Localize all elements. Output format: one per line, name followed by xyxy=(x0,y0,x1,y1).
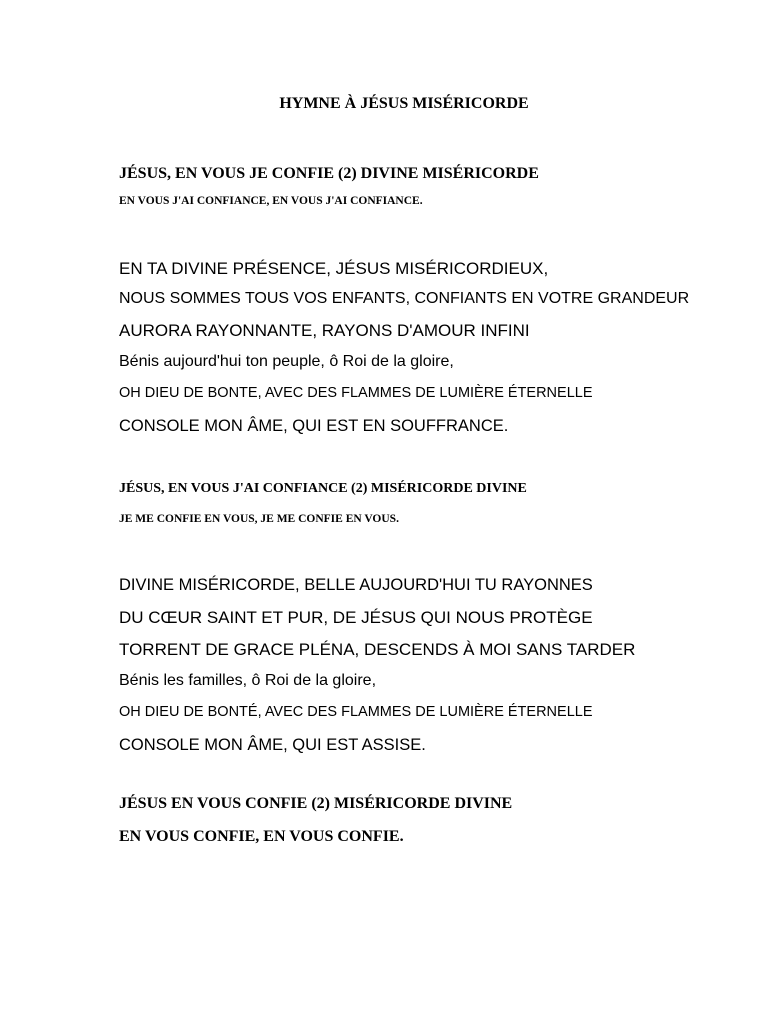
verse-2-line-3: TORRENT DE GRACE PLÉNA, DESCENDS À MOI SANS TARDER xyxy=(119,640,636,659)
verse-2-line-6: CONSOLE MON ÂME, QUI EST ASSISE. xyxy=(119,736,426,754)
refrain-2-line-2: JE ME CONFIE EN VOUS, JE ME CONFIE EN VOUS. xyxy=(119,513,399,525)
verse-2-line-1: DIVINE MISÉRICORDE, BELLE AUJOURD'HUI TU RAYONNES xyxy=(119,576,593,594)
verse-2-line-4: Bénis les familles, ô Roi de la gloire, xyxy=(119,672,377,689)
refrain-2-line-1: JÉSUS, EN VOUS J'AI CONFIANCE (2) MISÉRICORDE DIVINE xyxy=(119,481,527,496)
verse-1-line-6: CONSOLE MON ÂME, QUI EST EN SOUFFRANCE. xyxy=(119,417,509,435)
refrain-1-line-1: JÉSUS, EN VOUS JE CONFIE (2) DIVINE MISÉRICORDE xyxy=(119,165,539,182)
verse-1-line-5: OH DIEU DE BONTE, AVEC DES FLAMMES DE LUMIÈRE ÉTERNELLE xyxy=(119,385,593,401)
verse-1-line-2: NOUS SOMMES TOUS VOS ENFANTS, CONFIANTS EN VOTRE GRANDEUR xyxy=(119,290,690,307)
verse-1-line-1: EN TA DIVINE PRÉSENCE, JÉSUS MISÉRICORDIEUX, xyxy=(119,259,549,278)
refrain-1-line-2: EN VOUS J'AI CONFIANCE, EN VOUS J'AI CONFIANCE. xyxy=(119,195,423,207)
refrain-3-line-2: EN VOUS CONFIE, EN VOUS CONFIE. xyxy=(119,828,404,845)
verse-2-line-2: DU CŒUR SAINT ET PUR, DE JÉSUS QUI NOUS PROTÈGE xyxy=(119,608,593,627)
refrain-3-line-1: JÉSUS EN VOUS CONFIE (2) MISÉRICORDE DIVINE xyxy=(119,795,513,812)
hymn-title: HYMNE À JÉSUS MISÉRICORDE xyxy=(279,95,529,112)
verse-2-line-5: OH DIEU DE BONTÉ, AVEC DES FLAMMES DE LUMIÈRE ÉTERNELLE xyxy=(119,704,593,720)
verse-1-line-3: AURORA RAYONNANTE, RAYONS D'AMOUR INFINI xyxy=(119,321,530,340)
verse-1-line-4: Bénis aujourd'hui ton peuple, ô Roi de la gloire, xyxy=(119,353,454,370)
